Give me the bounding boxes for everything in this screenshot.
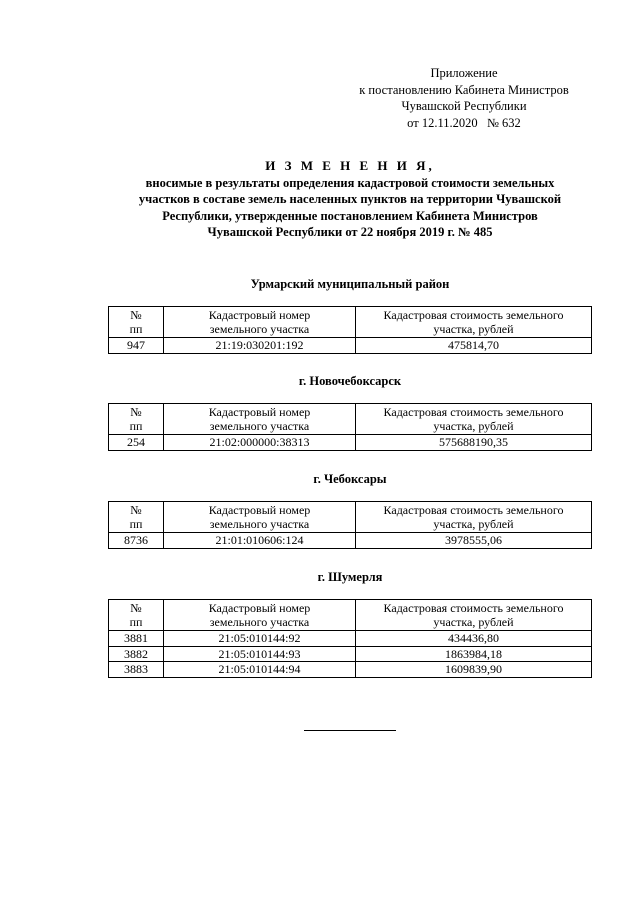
cadastral-table — [108, 306, 592, 354]
header-cell-number: № пп — [109, 600, 164, 631]
header-cell-number: № пп — [109, 404, 164, 435]
table-row — [109, 662, 592, 678]
row-cadastral-value: 434436,80 — [356, 631, 592, 647]
row-cadastral-number: 21:05:010144:92 — [164, 631, 356, 647]
cadastral-table — [108, 599, 592, 678]
row-cadastral-number: 21:02:000000:38313 — [164, 435, 356, 451]
appendix-line: к постановлению Кабинета Министров — [359, 82, 569, 97]
row-cadastral-number: 21:05:010144:94 — [164, 662, 356, 678]
appendix-line: Приложение — [430, 66, 498, 80]
header-cell-cadastral-value: Кадастровая стоимость земельного участка, рублей — [356, 502, 592, 533]
header-cell-cadastral-number: Кадастровый номер земельного участка — [164, 600, 356, 631]
section-title: г. Новочебоксарск — [298, 374, 402, 388]
appendix-block — [334, 65, 594, 131]
table-header-row — [109, 502, 592, 533]
appendix-line: Чувашской Республики — [401, 99, 527, 113]
table-row — [109, 338, 592, 354]
table-header-row — [109, 600, 592, 631]
row-number: 8736 — [109, 533, 164, 549]
row-cadastral-number: 21:01:010606:124 — [164, 533, 356, 549]
header-cell-cadastral-number: Кадастровый номер земельного участка — [164, 307, 356, 338]
title-heading: И З М Е Н Е Н И Я, — [265, 158, 435, 173]
header-cell-cadastral-value: Кадастровая стоимость земельного участка, рублей — [356, 404, 592, 435]
title-line: участков в составе земель населенных пунктов на территории Чувашской — [138, 192, 562, 206]
row-cadastral-value: 1863984,18 — [356, 646, 592, 662]
header-cell-number: № пп — [109, 307, 164, 338]
row-cadastral-value: 3978555,06 — [356, 533, 592, 549]
row-number: 3882 — [109, 646, 164, 662]
table-row — [109, 533, 592, 549]
title-line: Чувашской Республики от 22 ноября 2019 г. № 485 — [207, 225, 493, 239]
row-cadastral-value: 1609839,90 — [356, 662, 592, 678]
row-number: 947 — [109, 338, 164, 354]
closing-rule-divider — [304, 730, 396, 731]
table-header-row — [109, 307, 592, 338]
section-title: г. Чебоксары — [313, 472, 387, 486]
cadastral-table — [108, 501, 592, 549]
row-cadastral-number: 21:05:010144:93 — [164, 646, 356, 662]
row-number: 3883 — [109, 662, 164, 678]
table-row — [109, 646, 592, 662]
row-cadastral-number: 21:19:030201:192 — [164, 338, 356, 354]
title-line: вносимые в результаты определения кадастровой стоимости земельных — [145, 175, 555, 190]
section-title: г. Шумерля — [317, 570, 383, 584]
table-row — [109, 435, 592, 451]
document-title — [100, 158, 600, 241]
header-cell-cadastral-value: Кадастровая стоимость земельного участка, рублей — [356, 600, 592, 631]
row-cadastral-value: 475814,70 — [356, 338, 592, 354]
appendix-date-line: от 12.11.2020 № 632 — [407, 115, 521, 130]
table-header-row — [109, 404, 592, 435]
title-line: Республики, утвержденные постановлением Кабинета Министров — [162, 208, 538, 223]
cadastral-table — [108, 403, 592, 451]
header-cell-cadastral-value: Кадастровая стоимость земельного участка, рублей — [356, 307, 592, 338]
section-title: Урмарский муниципальный район — [250, 277, 450, 291]
row-cadastral-value: 575688190,35 — [356, 435, 592, 451]
header-cell-cadastral-number: Кадастровый номер земельного участка — [164, 404, 356, 435]
table-row — [109, 631, 592, 647]
header-cell-cadastral-number: Кадастровый номер земельного участка — [164, 502, 356, 533]
row-number: 254 — [109, 435, 164, 451]
row-number: 3881 — [109, 631, 164, 647]
header-cell-number: № пп — [109, 502, 164, 533]
